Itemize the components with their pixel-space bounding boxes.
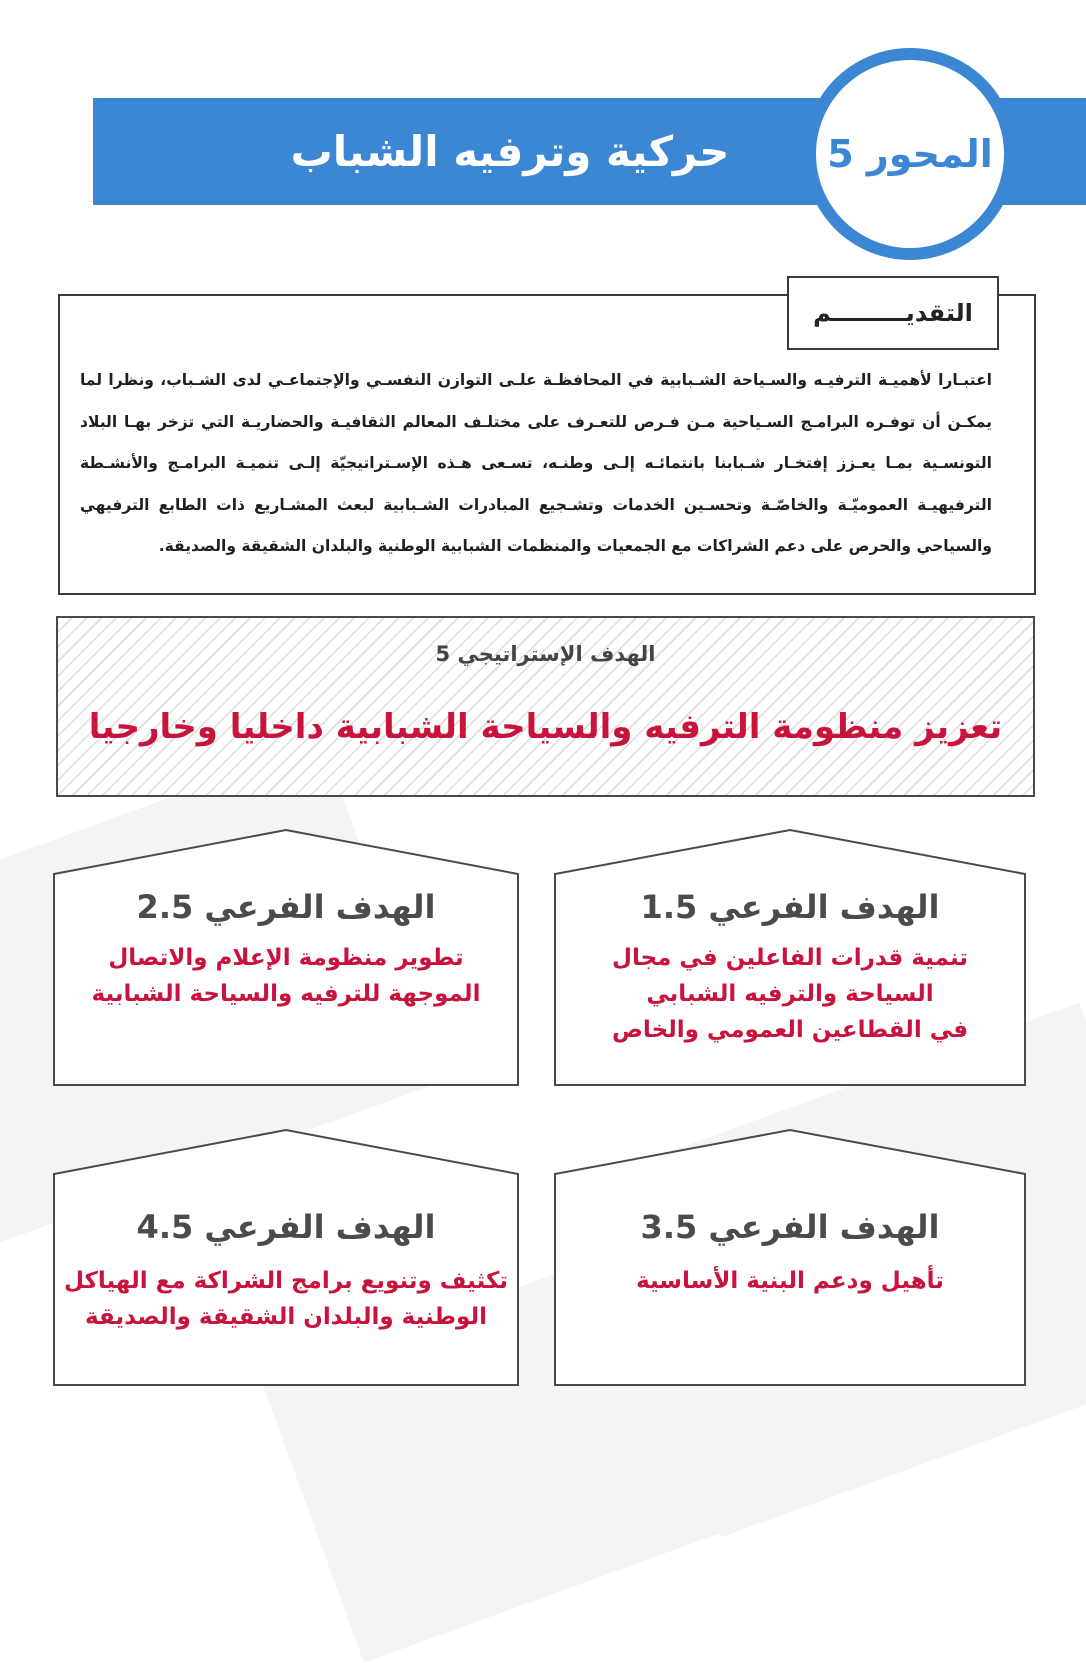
sub-goal-line: الوطنية والبلدان الشقيقة والصديقة: [84, 1304, 488, 1330]
sub-goal-card: [53, 828, 525, 1088]
strategic-goal-label: الهدف الإستراتيجي 5: [435, 642, 656, 666]
intro-paragraph: اعتبـارا لأهميـة الترفيـه والسـياحة الشـبابية في المحافظـة علـى التوازن النفسـي والإجتماعـي لدى الشـباب، ونظرا لما يمكـن أن توفـره البرامـج السـياحية مـن فـرص للتعـرف على مختلـف المعالم الثقافيـة والحضاريـة التي تزخر بهـا البلاد التونسـية بمـا يعـزز إفتخـار شـبابنا بانتمائـه إلـى وطنـه، تسـعى هـذه الإسـتراتيجيّة إلـى تنميـة البرامـج والأنشـطة الترفيهيـة العموميّـة والخاصّـة وتحسـين الخدمات وتشـجيع المبادرات الشـبابية لبعث المشـاريع ذات الطابع الترفيهي والسياحي والحرص على دعم الشراكات مع الجمعيات والمنظمات الشبابية الوطنية والبلدان الشقيقة والصديقة.: [80, 371, 992, 555]
sub-goal-card: [554, 828, 1026, 1088]
axis-badge: [804, 48, 1016, 260]
intro-heading: التقديـــــــــم: [813, 299, 973, 327]
sub-goal-description: [63, 1263, 509, 1335]
sub-goal-line: تنمية قدرات الفاعلين في مجال: [611, 945, 969, 971]
sub-goal-line: تأهيل ودعم البنية الأساسية: [636, 1268, 944, 1294]
axis-badge-inner: [816, 60, 1004, 248]
sub-goal-card: [554, 1128, 1026, 1388]
card-frame: [53, 1128, 525, 1388]
page-title: حركية وترفيه الشباب: [290, 127, 730, 176]
sub-goal-title: الهدف الفرعي 3.5: [640, 1208, 940, 1246]
sub-goal-line: تكثيف وتنويع برامج الشراكة مع الهياكل: [64, 1268, 508, 1294]
sub-goal-card: [53, 1128, 525, 1388]
sub-goal-line: الموجهة للترفيه والسياحة الشبابية: [91, 981, 481, 1007]
sub-goal-title: الهدف الفرعي 1.5: [640, 888, 940, 926]
card-frame: [554, 1128, 1026, 1388]
sub-goal-title: الهدف الفرعي 2.5: [136, 888, 436, 926]
sub-goal-line: في القطاعين العمومي والخاص: [611, 1017, 969, 1043]
sub-goal-title: الهدف الفرعي 4.5: [136, 1208, 436, 1246]
sub-goal-description: [63, 940, 509, 1012]
intro-heading-tab: [787, 276, 999, 350]
sub-goal-description: [564, 940, 1016, 1048]
axis-label: المحور 5: [827, 132, 993, 176]
sub-goal-description: [564, 1263, 1016, 1299]
sub-goal-line: السياحة والترفيه الشبابي: [646, 981, 934, 1007]
strategic-goal-title: تعزيز منظومة الترفيه والسياحة الشبابية داخليا وخارجيا: [88, 707, 1003, 747]
sub-goal-line: تطوير منظومة الإعلام والاتصال: [108, 945, 464, 971]
